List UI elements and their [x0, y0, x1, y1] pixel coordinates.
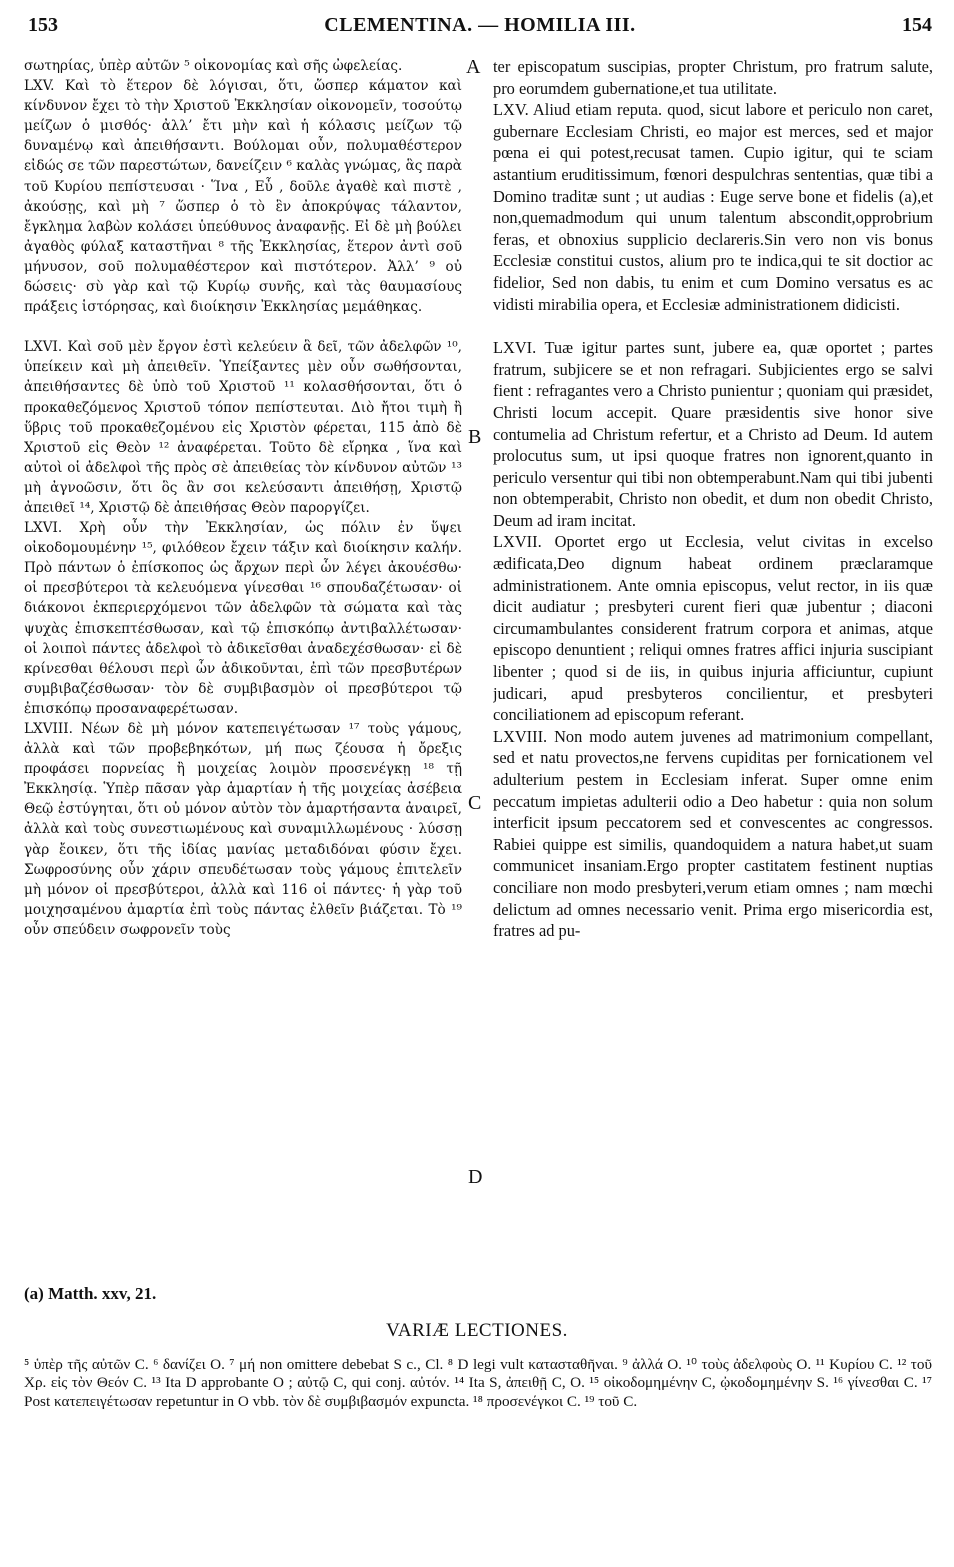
latin-column [493, 56, 933, 982]
latin-paragraph: LXVIII. Non modo autem juvenes ad matrimonium compellant, sed et natu provectos,ne fervens cupiditas per fornicationem vel adulterium pestem in Ecclesiam inferat. Super omne enim peccatum impietas adulterii odio a Deo habetur : quia non solum interficit ipsum peccatorem sed et convescentes ac congressos. Rabiei quippe est similis, quandoquidem a natura habet,ut suam communicet insaniam.Ergo propter castitatem festinent nuptias conciliare non modo presbyteri,verum etiam omnes ; nam mœchi delictum ad omnes necessario venit. Prima ergo misericordia est, fratres ad pu- [493, 726, 933, 941]
page-header [28, 14, 932, 48]
greek-paragraph: LXVI. Χρὴ οὖν τὴν Ἐκκλησίαν, ὡς πόλιν ἐν ὕψει οἰκοδομουμένην ¹⁵, φιλόθεον ἔχειν τάξιν καὶ διοίκησιν καλήν. Πρὸ πάντων ὁ ἐπίσκοπος ὡς ἄρχων περὶ ὧν λέγει ἀκουέσθω· οἱ πρεσβύτεροι τὰ κελευόμενα γίνεσθαι ¹⁶ σπουδαζέτωσαν· οἱ διάκονοι ἐκπεριερχόμενοι τῶν ἀδελφῶν τὰ σώματα καὶ τὰς ψυχὰς ἐπισκεπτέσθωσαν, καὶ τῷ ἐπισκόπῳ ἀντιβαλλέτωσαν· οἱ λοιποὶ πάντες ἀδελφοὶ τὸ ἀδικεῖσθαι ἀναδεχέσθωσαν· εἰ δὲ κρίνεσθαι θέλουσι περὶ ὧν ἀδικοῦνται, ἐπὶ τῶν πρεσβυτέρων συμβιβαζέσθωσαν· τὸν δὲ συμβιβασμὸν οἱ πρεσβύτεροι τῷ ἐπισκόπῳ προσαναφερέτωσαν. [24, 520, 462, 717]
running-title: CLEMENTINA. — HOMILIA III. [324, 14, 636, 36]
page-number-right: 154 [902, 14, 932, 36]
latin-paragraph: LXVII. Oportet ergo ut Ecclesia, velut civitas in excelso ædificata,Deo dignum habeat ordinem præclaramque administrationem. Ante omnia episcopus, velut rector, in iis quæ dicit audiatur ; presbyteri curent fieri quæ jubentur ; diaconi circumambulantes considerent fratrum corpora et animas, atque episcopo denuntient ; reliqui omnes fratres affici injuria suscipiant libenter ; quod si de iis, in quibus injuria afficiuntur, cupiunt judicari, apud presbyteros concilientur, et presbyteri conciliationem ad episcopum referant. [493, 532, 933, 725]
greek-paragraph: LXV. Καὶ τὸ ἕτερον δὲ λόγισαι, ὅτι, ὥσπερ κάματον καὶ κίνδυνον ἔχει τὸ τὴν Χριστοῦ Ἐκκλησίαν οἰκονομεῖν, τοσούτῳ μείζων ὁ μισθός· ἀλλ’ ἔτι μὴν καὶ ἡ κόλασις μείζων τῷ δυναμένῳ καὶ ἀπειθήσαντι. Βούλομαι οὖν, πολυμαθέστερον εἰδώς σε τῶν παρεστώτων, δανείζειν ⁶ καλὰς γνώμας, ἃς παρὰ τοῦ Κυρίου πεπίστευσαι · Ἵνα , Εὖ , δοῦλε ἀγαθὲ καὶ πιστὲ , ἀκούσῃς, καὶ μὴ ⁷ ὥσπερ ὁ τὸ ἓν ἀποκρύψας τάλαντον, ἔγκλημα λαβὼν κολάσει ὑπεύθυνος ἀναφανῇς. Εἰ δὲ μὴ βούλει ἀγαθὸς φύλαξ καταστῆναι ⁸ τῆς Ἐκκλησίας, ἕτερον ἀντὶ σοῦ μήνυσον, σοῦ πολυμαθέστερον καὶ πιστότερον. Ἀλλ’ ⁹ οὐ δώσεις· σὺ γὰρ καὶ τῷ Κυρίῳ συνῆς, καὶ τὰς θαυμασίους πράξεις ἱστόρησας, καὶ διοίκησιν Ἐκκλησίας μεμάθηκας. [24, 78, 462, 316]
variae-lectiones-text: ⁵ ὑπὲρ τῆς αὐτῶν C. ⁶ δανίζει O. ⁷ μή non omittere debebat S c., Cl. ⁸ D legi vult κατασταθῆναι. ⁹ ἀλλά O. ¹⁰ τοὺς ἀδελφοὺς O. ¹¹ Κυρίου C. ¹² τοῦ Χρ. εἰς τὸν Θεόν C. ¹³ Ita D approbante O ; αὐτῷ C, qui conj. αὐτόν. ¹⁴ Ita S, ἀπειθῇ C, O. ¹⁵ οἰκοδομημένην C, ᾠκοδομημένην S. ¹⁶ γίνεσθαι C. ¹⁷ Post κατεπειγέτωσαν repetuntur in O vbb. τὸν δὲ συμβιβασμόν expuncta. ¹⁸ προσενέγκοι C. ¹⁹ τοῦ C. [24, 1356, 932, 1410]
variae-lectiones-title: VARIÆ LECTIONES. [386, 1320, 568, 1341]
margin-letter-b: B [468, 426, 482, 448]
greek-paragraph: LXVI. Καὶ σοῦ μὲν ἔργον ἐστὶ κελεύειν ἃ δεῖ, τῶν ἀδελφῶν ¹⁰, ὑπείκειν καὶ μὴ ἀπειθεῖν. Ὑπείξαντες μὲν οὖν σωθήσονται, ἀπειθήσαντες δὲ ὑπὸ τοῦ Χριστοῦ ¹¹ κολασθήσονται, ὅτι ὁ προκαθεζόμενος Χριστοῦ τόπον πεπίστευται. Διὸ ἤτοι τιμὴ ἢ ὕβρις τοῦ προκαθεζομένου εἰς Χριστὸν φέρεται, 115 ἀπὸ δὲ Χριστοῦ εἰς Θεὸν ¹² ἀναφέρεται. Τοῦτο δὲ εἴρηκα , ἵνα καὶ αὐτοὶ οἱ ἀδελφοὶ τῆς πρὸς σὲ ἀπειθείας τὸν κίνδυνον αὐτῶν ¹³ μὴ ἀγνοῶσιν, ὅτι ὃς ἂν σοι κελεύσαντι ἀπειθήσῃ, Χριστῷ ἀπειθεῖ ¹⁴, Χριστῷ δὲ ἀπειθήσας Θεὸν παροργίζει. [24, 339, 462, 516]
margin-letter-c: C [468, 792, 482, 814]
variae-lectiones [24, 1356, 932, 1411]
margin-letter-a: A [466, 56, 481, 78]
latin-paragraph: ter episcopatum suscipias, propter Christum, pro fratrum salute, pro eorumdem gubernatione,et tua utilitate. [493, 57, 933, 98]
footnote: (a) Matth. xxv, 21. [24, 1284, 157, 1303]
greek-paragraph: LXVIII. Νέων δὲ μὴ μόνον κατεπειγέτωσαν ¹⁷ τοὺς γάμους, ἀλλὰ καὶ τῶν προβεβηκότων, μή πως ζέουσα ἡ ὄρεξις προφάσει πορνείας ἢ μοιχείας λοιμὸν προσενέγκῃ ¹⁸ τῇ Ἐκκλησίᾳ. Ὑπὲρ πᾶσαν γὰρ ἁμαρτίαν ἡ τῆς μοιχείας ἀσέβεια Θεῷ ἐστύγηται, ὅτι οὐ μόνον αὐτὸν τὸν ἁμαρτήσαντα ἀναιρεῖ, ἀλλὰ καὶ τοὺς συνεστιωμένους καὶ συναμιλλωμένους · λύσσῃ γὰρ ἔοικεν, ὅτι τῆς ἰδίας μανίας μεταδιδόναι φύσιν ἔχει. Σωφροσύνης οὖν χάριν σπευδέτωσαν τοὺς γάμους ἐπιτελεῖν μὴ μόνον οἱ πρεσβύτεροι, ἀλλὰ καὶ 116 οἱ πάντες· ἡ γὰρ τοῦ μοιχησαμένου ἁμαρτία ἐπὶ τοὺς πάντας ἐλθεῖν βιάζεται. Τὸ ¹⁹ οὖν σπεύδειν σωφρονεῖν τοὺς [24, 721, 462, 938]
greek-paragraph: σωτηρίας, ὑπὲρ αὐτῶν ⁵ οἰκονομίας καὶ σῆς ὠφελείας. [24, 58, 403, 74]
latin-paragraph: LXV. Aliud etiam reputa. quod, sicut labore et periculo non caret, gubernare Ecclesiam Christi, eo major est merces, sed et major pœna ei qui potest,recusat tamen. Cupio igitur, qui te sciam astantium eruditissimum, fœnori despulchras sententias, quæ tibi a Domino traditæ sunt ; ut audias : Euge serve bone et fidelis (a),et non,quemadmodum qui unum talentum abscondit,opprobrium feras, et obnoxius supplicio declareris.Sin vero non vis bonus Ecclesiæ constitui custos, alium pro te indica,qui te sit doctior ac fidelior, Sed non dabis, tu enim et cum Domino versatus es ac vidisti mirabilia opera, et Ecclesiæ administrationem didicisti. [493, 100, 933, 314]
greek-column [24, 56, 462, 982]
latin-paragraph: LXVI. Tuæ igitur partes sunt, jubere ea, quæ oportet ; partes fratrum, subjicere se et non refragari. Subjicientes ergo se salvi fient : refragantes vero a Christo punientur ; quoniam qui præsidet, Christi locum accepit. Quare præsidentis sive honor sive contumelia ad Christum refertur, et a Christo ad Deum. Id autem prolocutus sum, ut ipsi quoque fratres non ignorent,quanto in periculo versentur qui tibi non obtemperabunt.Nam qui tibi jubenti non obtemperabit, Christo non obedit, et dum non obedit Christo, Deum ad iram incitat. [493, 338, 933, 530]
page-number-left: 153 [28, 14, 58, 36]
margin-letter-d: D [468, 1166, 483, 1188]
